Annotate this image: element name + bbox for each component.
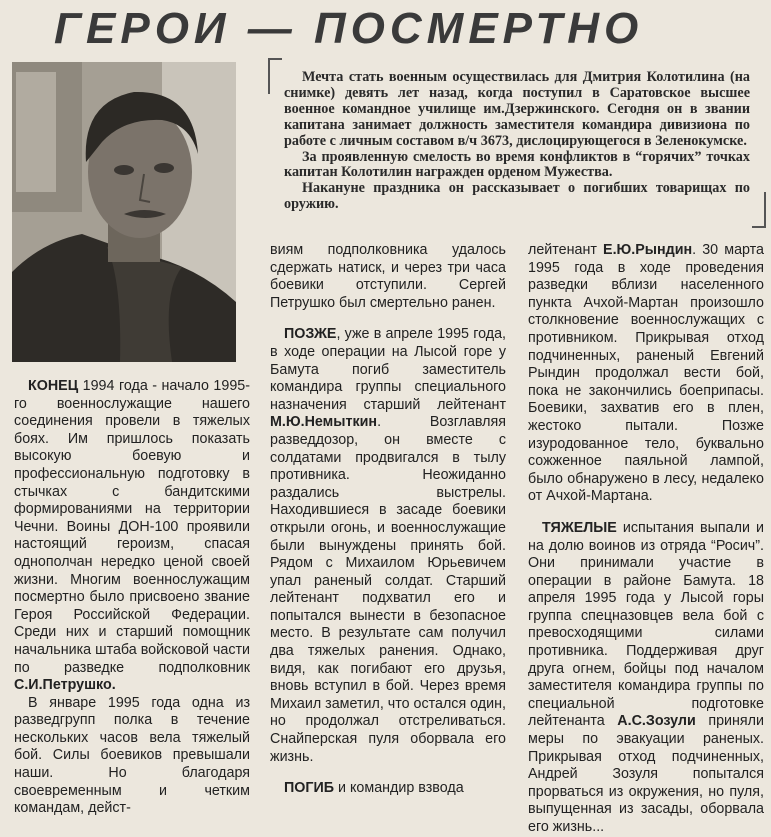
portrait-image — [12, 62, 236, 362]
person-name: М.Ю.Немыткин — [270, 414, 378, 431]
paragraph: В январе 1995 года одна из разведгрупп полка в течение нескольких часов вела тяжелый бой. Силы боевиков превышали наши. Но благодаря своевременным и четким командам, дейст- — [14, 694, 250, 817]
paragraph-text: . Возглавляя разведдозор, он вместе с солдатами продвигался в тылу противника. Неожиданно раздались выстрелы. Находившиеся в засаде боевики открыли огонь, и военнослужащие были вынуждены принять бой. Рядом с Михаилом Юрьевичем упал раненый солдат. Старший лейтенант подхватил его и попытался вынести в безопасное место. В результате сам получил два тяжелых ранения. Однако, видя, как погибают его друзья, вновь вступил в бой. Через время Михаил заметил, что остался один, но продолжал отстреливаться. Снайперская пуля оборвала его жизнь. — [270, 414, 507, 765]
paragraph: виям подполковника удалось сдержать натиск, и через три часа боевики отступили. Сергей Петрушко был смертельно ранен. — [270, 242, 506, 311]
paragraph-gap — [270, 312, 506, 326]
lead-box — [268, 62, 764, 224]
paragraph-text: испытания выпали и на долю воинов из отряда “Росич”. Они принимали участие в операции в районе Бамута. 18 апреля 1995 года у Лысой горы группа спецназовцев вела бой с превосходящими силами противника. Поддерживая друг друга огнем, бойцы под началом заместителя командира группы по специальной подготовке лейтенанта — [528, 519, 764, 730]
lead-word: КОНЕЦ — [28, 378, 79, 394]
person-name: Е.Ю.Рындин — [603, 242, 693, 258]
portrait-photo — [12, 62, 236, 362]
headline: ГЕРОИ — ПОСМЕРТНО — [54, 4, 644, 53]
paragraph — [528, 520, 764, 837]
lead-word: ПОЗЖЕ — [284, 326, 337, 343]
paragraph — [270, 780, 506, 798]
column-3 — [528, 242, 764, 837]
paragraph-text: 1994 года - начало 1995-го военнослужащие нашего соединения провели в тяжелых боях. Им пришлось показать высокую боевую и профессиональную подготовку в стычках с бандитскими формированиями на территории Чечни. Воины ДОН-100 проявили настоящий героизм, спасая однополчан нередко ценой своей жизни. Многим военнослужащим посмертно было присвоено звание Героя Российской Федерации. Среди них и старший помощник начальника штаба войсковой части по разведке подполковник — [14, 378, 251, 676]
column-2 — [270, 242, 506, 798]
paragraph — [14, 378, 250, 695]
paragraph-gap — [528, 506, 764, 520]
lead-paragraph: Накануне праздника он рассказывает о погибших товарищах по оружию. — [284, 180, 750, 213]
paragraph-gap — [270, 766, 506, 780]
paragraph-text: . 30 марта 1995 года в ходе проведения разведки вблизи населенного пункта Ачхой-Мартан произошло столкновение военнослужащих с противником. Прикрывая отход подчиненных, раненый Евгений Рындин продолжал вести бой, пока не закончились боеприпасы. Боевики, захватив его в плен, жестоко пытали. Позже изуродованное тело, буквально сожженное паяльной лампой, было обнаружено в лесу, недалеко от Ачхой-Мартана. — [528, 242, 764, 505]
person-name: А.С.Зозули — [617, 713, 696, 730]
paragraph-text: и командир взвода — [334, 780, 464, 797]
column-1 — [14, 378, 250, 818]
paragraph-text: , уже в апреле 1995 года, в ходе операции на Лысой горе у Бамута погиб заместитель командира группы специального назначения старший лейтенант — [270, 326, 506, 413]
paragraph-text: лейтенант — [528, 242, 604, 258]
paragraph-text: приняли меры по эвакуации раненых. Прикрывая отход подчиненных, Андрей Зозуля попытался прорваться из окружения, но пуля, выпущенная из засады, оборвала его жизнь... — [528, 713, 764, 835]
lead-word: ПОГИБ — [284, 780, 335, 797]
lead-paragraph: Мечта стать военным осуществилась для Дмитрия Колотилина (на снимке) девять лет назад, когда поступил в Саратовское высшее военное командное училище им.Дзержинского. Сегодня он в звании капитана занимает должность заместителя командира дивизиона по работе с личным составом в/ч 3673, дислоцирующегося в Зеленокумске. — [284, 69, 750, 149]
paragraph — [270, 326, 506, 766]
person-name: С.И.Петрушко. — [14, 677, 116, 694]
paragraph — [528, 242, 764, 506]
lead-paragraph: За проявленную смелость во время конфликтов в “горячих” точках капитан Колотилин награжден орденом Мужества. — [284, 148, 750, 181]
lead-word: ТЯЖЕЛЫЕ — [542, 519, 617, 536]
